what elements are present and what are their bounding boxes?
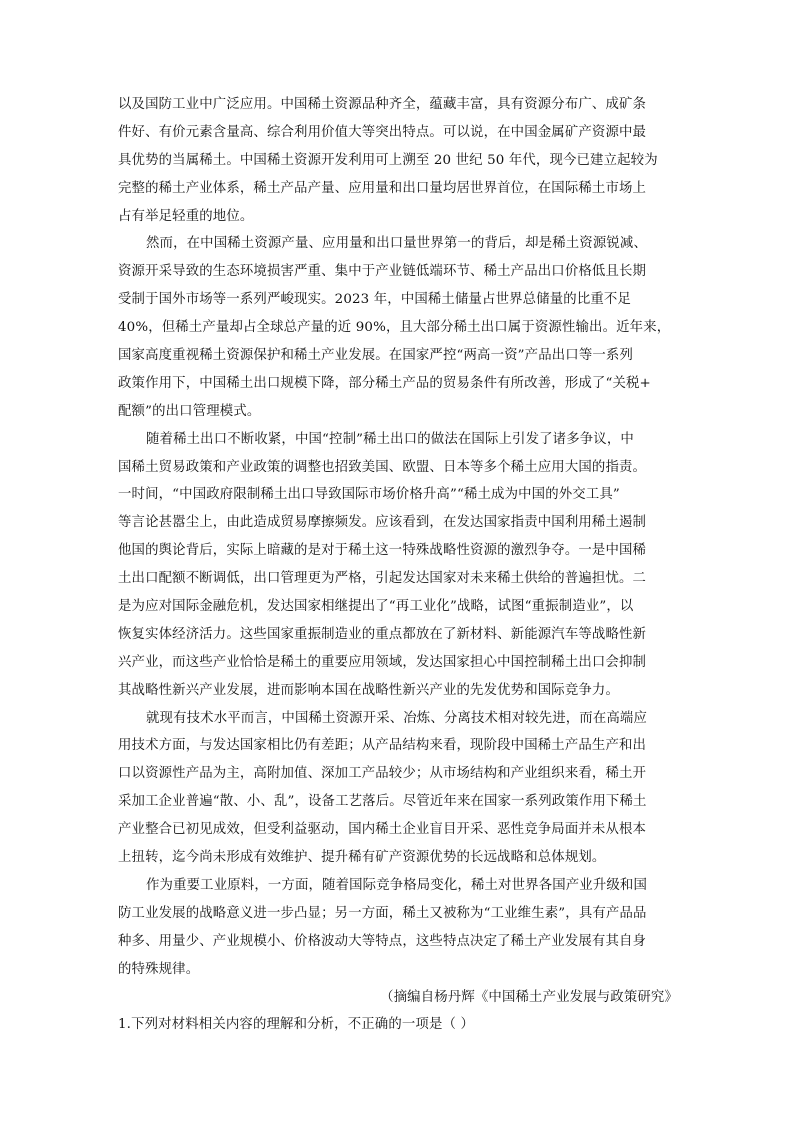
paragraph-first-line: 随着稀土出口不断收紧，中国“控制”稀土出口的做法在国际上引发了诸多争议，中 [146, 431, 634, 447]
paragraph-line: 产业整合已初见成效，但受利益驱动，国内稀土企业盲目开采、恶性竞争局面并未从根本 [118, 822, 647, 838]
paragraph-line: 其战略性新兴产业发展，进而影响本国在战略性新兴产业的先发优势和国际竞争力。 [118, 682, 620, 698]
paragraph-first-line: 然而，在中国稀土资源产量、应用量和出口量世界第一的背后，却是稀土资源锐减、 [146, 236, 648, 252]
paragraph-line: 采加工企业普遍“散、小、乱”，设备工艺落后。尽管近年来在国家一系列政策作用下稀土 [118, 794, 647, 810]
paragraph-line: 国家高度重视稀土资源保护和稀土产业发展。在国家严控“两高一资”产品出口等一系列 [118, 348, 633, 364]
document-page [118, 91, 678, 1039]
paragraph-line: 40%，但稀土产量却占全球总产量的近 90%，且大部分稀土出口属于资源性输出。近年来， [118, 320, 671, 336]
paragraph-line: 以及国防工业中广泛应用。中国稀土资源品种齐全，蕴藏丰富，具有资源分布广、成矿条 [118, 97, 647, 112]
paragraph-first-line: 就现有技术水平而言，中国稀土资源开采、冶炼、分离技术相对较先进，而在高端应 [146, 710, 648, 726]
paragraph-line: 的特殊规律。 [118, 961, 200, 977]
paragraph-line: 国稀土贸易政策和产业政策的调整也招致美国、欧盟、日本等多个稀土应用大国的指责。 [118, 459, 647, 475]
source-citation: （摘编自杨丹辉《中国稀土产业发展与政策研究》 [380, 989, 678, 1005]
paragraph-line: 资源开采导致的生态环境损害严重、集中于产业链低端环节、稀土产品出口价格低且长期 [118, 264, 647, 280]
paragraph-line: 等言论甚嚣尘上，由此造成贸易摩擦频发。应该看到，在发达国家指责中国利用稀土遏制 [118, 515, 647, 531]
paragraph-line: 配额”的出口管理模式。 [118, 403, 261, 419]
paragraph-line: 土出口配额不断调低，出口管理更为严格，引起发达国家对未来稀土供给的普遍担忧。二 [118, 571, 647, 587]
paragraph-line: 政策作用下，中国稀土出口规模下降，部分稀土产品的贸易条件有所改善，形成了“关税+ [118, 375, 651, 391]
paragraph-line: 他国的舆论背后，实际上暗藏的是对于稀土这一特殊战略性资源的激烈争夺。一是中国稀 [118, 543, 647, 559]
paragraph-line: 恢复实体经济活力。这些国家重振制造业的重点都放在了新材料、新能源汽车等战略性新 [118, 626, 647, 642]
paragraph-line: 受制于国外市场等一系列严峻现实。2023 年，中国稀土储量占世界总储量的比重不足 [118, 292, 632, 308]
paragraph-line: 兴产业，而这些产业恰恰是稀土的重要应用领域，发达国家担心中国控制稀土出口会抑制 [118, 654, 647, 670]
paragraph-line: 上扭转，迄今尚未形成有效维护、提升稀有矿产资源优势的长远战略和总体规划。 [118, 850, 606, 866]
paragraph-line: 具优势的当属稀土。中国稀土资源开发利用可上溯至 20 世纪 50 年代，现今已建立起较为 [118, 152, 658, 168]
paragraph-line: 完整的稀土产业体系，稀土产品产量、应用量和出口量均居世界首位，在国际稀土市场上 [118, 180, 647, 196]
question-stem: 1.下列对材料相关内容的理解和分析，不正确的一项是（ ） [118, 1017, 474, 1033]
paragraph-line: 防工业发展的战略意义进一步凸显；另一方面，稀土又被称为“工业维生素”，具有产品品 [118, 905, 647, 921]
paragraph-line: 件好、有价元素含量高、综合利用价值大等突出特点。可以说，在中国金属矿产资源中最 [118, 124, 647, 140]
paragraph-line: 用技术方面，与发达国家相比仍有差距；从产品结构来看，现阶段中国稀土产品生产和出 [118, 738, 647, 754]
paragraph-line: 占有举足轻重的地位。 [118, 208, 254, 224]
paragraph-first-line: 作为重要工业原料，一方面，随着国际竞争格局变化，稀土对世界各国产业升级和国 [146, 877, 648, 893]
paragraph-line: 一时间，“中国政府限制稀土出口导致国际市场价格升高”“稀土成为中国的外交工具” [118, 487, 620, 503]
paragraph-line: 种多、用量少、产业规模小、价格波动大等特点，这些特点决定了稀土产业发展有其自身 [118, 933, 647, 949]
paragraph-line: 是为应对国际金融危机，发达国家相继提出了“再工业化”战略，试图“重振制造业”，以 [118, 599, 634, 615]
paragraph-line: 口以资源性产品为主，高附加值、深加工产品较少；从市场结构和产业组织来看，稀土开 [118, 766, 647, 782]
